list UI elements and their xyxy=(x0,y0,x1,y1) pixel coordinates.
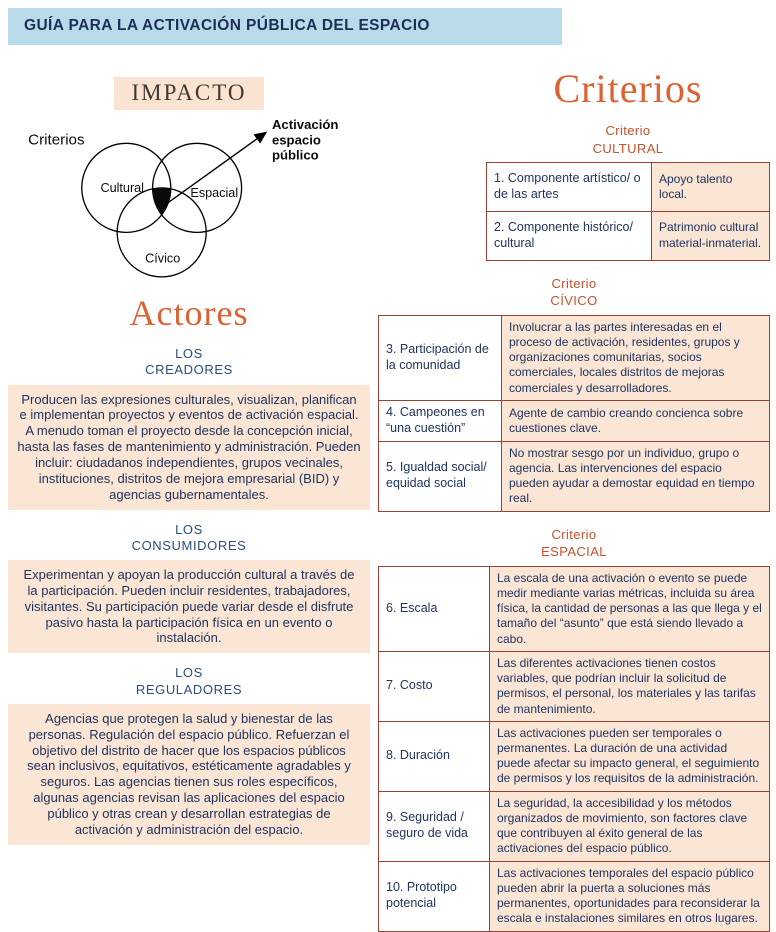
criterio-label-line2: ESPACIAL xyxy=(541,544,607,560)
arrow-label-line1: Activación xyxy=(271,117,339,133)
right-column xyxy=(370,45,770,932)
criterio-espacial-table xyxy=(378,566,770,932)
actores-heading: Actores xyxy=(129,293,249,333)
criterio-cultural-table xyxy=(486,162,770,261)
group-heading-consumidores xyxy=(8,522,370,555)
arrow-label-line3: público xyxy=(271,147,319,163)
title-bar xyxy=(8,8,562,45)
content-columns xyxy=(8,45,770,932)
page-title: GUÍA PARA LA ACTIVACIÓN PÚBLICA DEL ESPACIO xyxy=(24,17,430,34)
actor-group-creadores xyxy=(8,346,370,510)
criterion-desc: No mostrar sesgo por un individuo, grupo o agencia. Las intervenciones del espacio pueden ayudar a demostar equidad en tiempo real. xyxy=(502,441,770,511)
criterion-term: 7. Costo xyxy=(379,651,490,721)
criterio-civico-table xyxy=(378,315,770,512)
criterion-term: 2. Componente histórico/ cultural xyxy=(487,211,652,260)
table-row xyxy=(379,441,770,511)
reguladores-description: Agencias que protegen la salud y bienestar de las personas. Regulación del espacio público. Refuerzan el objetivo del distrito de hacer que los espacios públicos sean inclusivos, equitativos, estéticamente agradables y seguros. Las agencias tienen sus roles específicos, algunas agencias revisan las aplicaciones del espacio público y otras crean y desarrollan estrategias de activación y administración del espacio. xyxy=(8,704,370,845)
criterion-desc: Las activaciones pueden ser temporales o permanentes. La duración de una actividad puede afectar su impacto general, el seguimiento de permisos y los requisitos de la administración. xyxy=(490,721,770,791)
criterion-desc: Apoyo talento local. xyxy=(652,163,770,212)
criterio-espacial-label xyxy=(378,526,770,561)
creadores-description: Producen las expresiones culturales, visualizan, planifican e implementan proyectos y eventos de activación espacial. A menudo toman el proyecto desde la concepción inicial, hasta las fases de mantenimiento y administración. Pueden incluir: ciudadanos independientes, grupos vecinales, instituciones, distritos de mejora empresarial (BID) y agencias gubernamentales. xyxy=(8,385,370,510)
criterion-desc: Involucrar a las partes interesadas en el proceso de activación, residentes, grupos y organizaciones comunitarias, socios comerciales, locales distritos de mejoras comerciales y desarrolladores. xyxy=(502,315,770,400)
table-row xyxy=(379,791,770,861)
left-column xyxy=(8,45,370,932)
espacial-circle-label: Espacial xyxy=(190,185,239,200)
criterio-label-line1: Criterio xyxy=(551,526,597,542)
criterio-cultural-section xyxy=(486,122,770,261)
table-row xyxy=(379,400,770,441)
criterion-term: 1. Componente artístico/ o de las artes xyxy=(487,163,652,212)
impacto-section xyxy=(8,77,370,110)
table-row xyxy=(379,566,770,651)
criterion-term: 3. Participación de la comunidad xyxy=(379,315,502,400)
group-heading-line1: LOS xyxy=(175,521,203,537)
actor-group-consumidores xyxy=(8,522,370,654)
group-heading-line2: CREADORES xyxy=(145,362,233,378)
criterion-term: 8. Duración xyxy=(379,721,490,791)
group-heading-line2: CONSUMIDORES xyxy=(131,537,247,553)
group-heading-line2: REGULADORES xyxy=(135,681,243,697)
criterion-term: 4. Campeones en “una cuestión” xyxy=(379,400,502,441)
actor-group-reguladores xyxy=(8,665,370,844)
criterion-desc: Las activaciones temporales del espacio público pueden abrir la puerta a soluciones más permanentes, oportunidades para reconsiderar la escala e instalaciones similares en otros lugares. xyxy=(490,861,770,931)
criterion-term: 10. Prototipo potencial xyxy=(379,861,490,931)
criterion-desc: La escala de una activación o evento se puede medir mediante varias métricas, incluida su área física, la cantidad de personas a las que llega y el tamaño del “asunto” que está siendo llevado a cabo. xyxy=(490,566,770,651)
arrow-label-line2: espacio xyxy=(271,132,321,148)
criterion-desc: Patrimonio cultural material-inmaterial. xyxy=(652,211,770,260)
criterio-label-line1: Criterio xyxy=(605,123,651,138)
criterios-heading: Criterios xyxy=(553,66,703,111)
table-row xyxy=(379,651,770,721)
criterios-diagram-label: Criterios xyxy=(28,131,85,149)
criterio-label-line1: Criterio xyxy=(551,275,597,291)
criterion-term: 5. Igualdad social/ equidad social xyxy=(379,441,502,511)
criterion-term: 9. Seguridad / seguro de vida xyxy=(379,791,490,861)
venn-intersection xyxy=(153,188,171,215)
group-heading-line1: LOS xyxy=(175,346,203,361)
group-heading-reguladores xyxy=(8,665,370,698)
criterion-desc: Las diferentes activaciones tienen costos variables, que podrían incluir la solicitud de permisos, el personal, los materiales y las tarifas de mantenimiento. xyxy=(490,651,770,721)
criterion-desc: Agente de cambio creando concienca sobre cuestiones clave. xyxy=(502,400,770,441)
impacto-heading: IMPACTO xyxy=(114,77,265,110)
criterion-term: 6. Escala xyxy=(379,566,490,651)
criterio-civico-section xyxy=(378,275,770,512)
criterio-label-line2: CULTURAL xyxy=(592,140,664,156)
civico-circle-label: Cívico xyxy=(145,251,181,266)
criterio-civico-label xyxy=(378,275,770,310)
venn-diagram xyxy=(22,114,356,288)
table-row xyxy=(379,721,770,791)
group-heading-creadores xyxy=(8,346,370,379)
criterio-label-line2: CÍVICO xyxy=(550,293,598,309)
cultural-circle-label: Cultural xyxy=(100,180,144,195)
criterion-desc: La seguridad, la accesibilidad y los métodos organizados de movimiento, son factores clave que contribuyen al éxito general de las activaciones del espacio público. xyxy=(490,791,770,861)
criterio-cultural-label xyxy=(486,122,770,157)
table-row xyxy=(487,211,770,260)
table-row xyxy=(379,315,770,400)
group-heading-line1: LOS xyxy=(175,665,203,681)
table-row xyxy=(487,163,770,212)
consumidores-description: Experimentan y apoyan la producción cultural a través de la participación. Pueden incluir residentes, trabajadores, visitantes. Su participación puede variar desde el disfrute pasivo hasta la participación física en un evento o instalación. xyxy=(8,560,370,653)
criterio-espacial-section xyxy=(378,526,770,932)
